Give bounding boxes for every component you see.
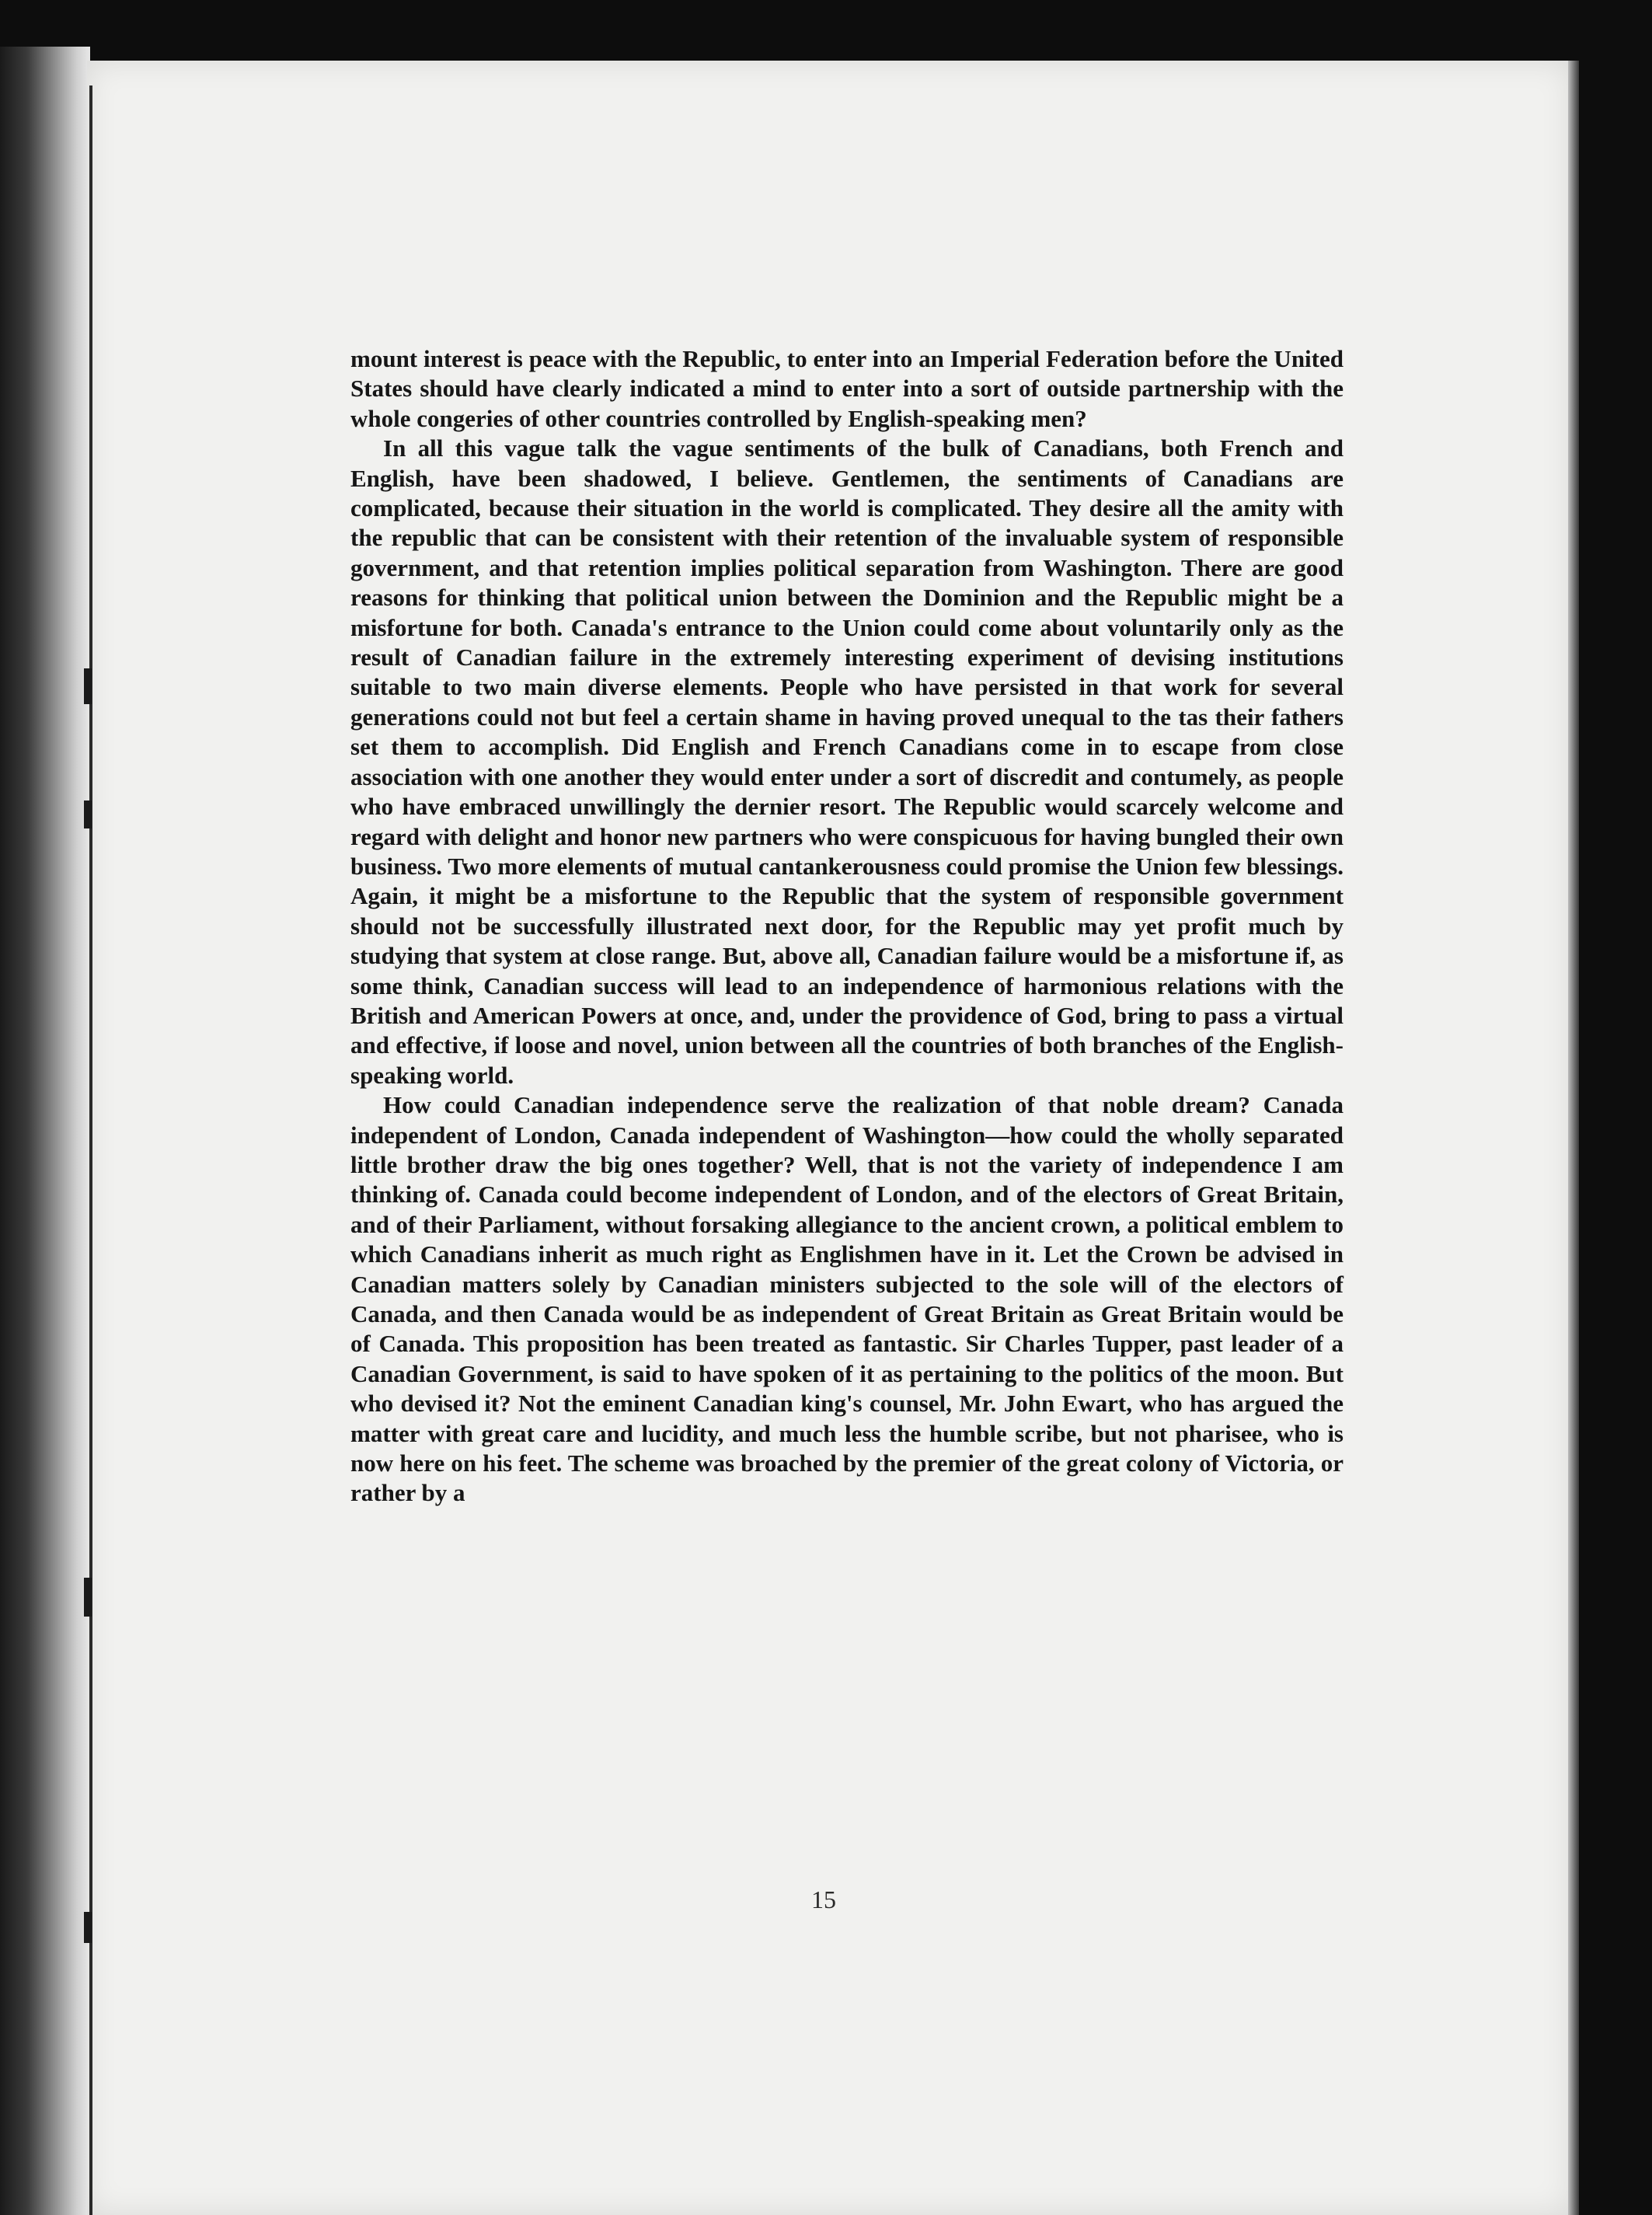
- binding-mark: [84, 1578, 92, 1617]
- page-edge: [1568, 61, 1579, 2215]
- paragraph: How could Canadian independence serve the realization of that noble dream? Canada independent of London, Canada independent of Washington—how could the wholly separated little brother draw the big ones together? Well, that is not the variety of independence I am thinking of. Canada could become independent of London, and of the electors of Great Britain, and of their Parliament, without forsaking allegiance to the ancient crown, a political emblem to which Canadians inherit as much right as Englishmen have in it. Let the Crown be advised in Canadian matters solely by Canadian ministers subjected to the sole will of the electors of Canada, and then Canada would be as independent of Great Britain as Great Britain would be of Canada. This proposition has been treated as fantastic. Sir Charles Tupper, past leader of a Canadian Government, is said to have spoken of it as pertaining to the politics of the moon. But who devised it? Not the eminent Canadian king's counsel, Mr. John Ewart, who has argued the matter with great care and lucidity, and much less the humble scribe, but not pharisee, who is now here on his feet. The scheme was broached by the premier of the great colony of Victoria, or rather by a: [350, 1091, 1344, 1507]
- binding-mark: [84, 801, 92, 828]
- body-text: [350, 344, 1344, 1509]
- scan-gutter-shadow: [0, 47, 90, 2215]
- page-number: 15: [811, 1885, 836, 1913]
- paragraph: In all this vague talk the vague sentiments of the bulk of Canadians, both French and English, have been shadowed, I believe. Gentlemen, the sentiments of Canadians are complicated, because their situation in the world is complicated. They desire all the amity with the republic that can be consistent with their retention of the invaluable system of responsible government, and that retention implies political separation from Washington. There are good reasons for thinking that political union between the Dominion and the Republic might be a misfortune for both. Canada's entrance to the Union could come about voluntarily only as the result of Canadian failure in the extremely interesting experiment of devising institutions suitable to two main diverse elements. People who have persisted in that work for several generations could not but feel a certain shame in having proved unequal to the tas their fathers set them to accomplish. Did English and French Canadians come in to escape from close association with one another they would enter under a sort of discredit and contumely, as people who have embraced unwillingly the dernier resort. The Republic would scarcely welcome and regard with delight and honor new partners who were conspicuous for having bungled their own business. Two more elements of mutual cantankerousness could promise the Union few blessings. Again, it might be a misfortune to the Republic that the system of responsible government should not be successfully illustrated next door, for the Republic may yet profit much by studying that system at close range. But, above all, Canadian failure would be a misfortune if, as some think, Canadian success will lead to an independence of harmonious relations with the British and American Powers at once, and, under the providence of God, bring to pass a virtual and effective, if loose and novel, union between all the countries of both branches of the English-speaking world.: [350, 434, 1344, 1089]
- paragraph: mount interest is peace with the Republic, to enter into an Imperial Federation before the United States should have clearly indicated a mind to enter into a sort of outside partnership with the whole congeries of other countries controlled by English-speaking men?: [350, 345, 1344, 432]
- binding-mark: [84, 1912, 92, 1943]
- binding-line: [89, 85, 92, 2215]
- binding-mark: [84, 668, 92, 704]
